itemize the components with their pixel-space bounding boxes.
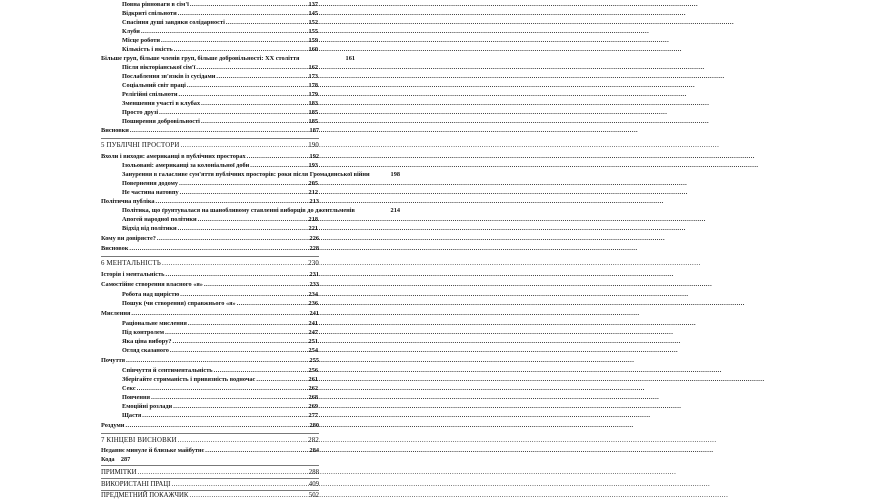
toc-entry (122, 393, 318, 402)
toc-entry-title: Соціальний світ праці (122, 82, 186, 89)
toc-entry-title: Місце роботи (122, 37, 160, 44)
backmatter-title: ВИКОРИСТАНІ ПРАЦІ (101, 481, 171, 488)
toc-entry-page: 221 (308, 225, 318, 232)
toc-entry (122, 108, 318, 117)
toc-entry-title: Висновок (101, 245, 129, 252)
chapter-title: 7 КІНЦЕВІ ВИСНОВКИ (101, 437, 177, 444)
leader-dots (126, 356, 308, 365)
leader-dots (198, 215, 308, 224)
toc-entry (101, 54, 355, 63)
toc-entry-page: 254 (308, 347, 318, 354)
backmatter-entry (101, 480, 319, 489)
toc-entry-title: Під контролем (122, 329, 165, 336)
toc-entry-title: Після вікторіанської сім'ї (122, 64, 196, 71)
toc-entry (122, 290, 318, 299)
leader-dots (178, 90, 307, 99)
toc-entry (101, 234, 319, 243)
chapter-page: 282 (308, 437, 319, 444)
divider (101, 465, 319, 466)
toc-entry-title: Не частина натовпу (122, 189, 179, 196)
toc-entry (101, 152, 319, 161)
leader-dots (178, 9, 308, 18)
toc-entry (122, 224, 318, 233)
leader-dots (131, 309, 308, 318)
toc-entry (122, 117, 318, 126)
toc-entry-title: Роздуми (101, 422, 125, 429)
leader-dots (142, 411, 307, 420)
toc-entry-page: 179 (308, 91, 318, 98)
toc-entry-page: 228 (309, 245, 319, 252)
chapter-heading (101, 141, 319, 150)
toc-entry (101, 244, 319, 253)
toc-entry-page: 198 (390, 171, 400, 178)
toc-entry-title: Апогей народної політики (122, 216, 197, 223)
toc-entry-page: 233 (309, 281, 319, 288)
toc-entry (122, 63, 318, 72)
toc-entry-title: Недавнє минуле й близьке майбутнє (101, 447, 205, 454)
backmatter-page: 409 (308, 481, 319, 488)
toc-entry-page: 212 (308, 189, 318, 196)
backmatter-entry (101, 491, 319, 500)
toc-entry-title: Повна рівноваги в сім'ї (122, 1, 189, 8)
divider (101, 256, 319, 257)
toc-entry-title: Ізольовані: американці за колоніальної доби (122, 162, 250, 169)
toc-entry-page: 262 (308, 385, 318, 392)
leader-dots (170, 346, 308, 355)
toc-entry-title: Емоційні розлади (122, 403, 173, 410)
leader-dots (190, 0, 308, 9)
toc-entry (122, 170, 400, 179)
toc-entry-page: 185 (308, 118, 318, 125)
leader-dots (180, 141, 307, 150)
toc-entry-page: 187 (309, 127, 319, 134)
divider (101, 433, 319, 434)
leader-dots (188, 319, 308, 328)
toc-entry (101, 197, 319, 206)
toc-entry-page: 155 (308, 28, 318, 35)
toc-entry-title: Раціональне мислення (122, 320, 187, 327)
leader-dots (189, 491, 307, 500)
backmatter-title: ПРЕДМЕТНИЙ ПОКАЖЧИК (101, 492, 189, 499)
backmatter-page: 502 (308, 492, 319, 499)
toc-entry-title: Кода 287 (101, 456, 131, 463)
toc-entry (101, 309, 319, 318)
toc-entry-title: Повчення (122, 394, 151, 401)
toc-entry (122, 27, 318, 36)
toc-entry (122, 81, 318, 90)
toc-entry (122, 179, 318, 188)
toc-entry (101, 356, 319, 365)
leader-dots (256, 375, 307, 384)
toc-entry-page: 251 (308, 338, 318, 345)
toc-entry-page: 145 (308, 10, 318, 17)
leader-dots (226, 18, 308, 27)
toc-entry (101, 446, 319, 455)
toc-entry (122, 319, 318, 328)
toc-entry-title: Більше груп, більше членів груп, більше добровільності: XX століття (101, 55, 300, 62)
leader-dots (129, 244, 308, 253)
leader-dots (173, 402, 307, 411)
toc-entry-title: Відкриті спільноти (122, 10, 177, 17)
chapter-page: 190 (308, 142, 319, 149)
leader-dots (178, 436, 307, 445)
toc-entry (101, 421, 319, 430)
leader-dots (201, 99, 307, 108)
toc-entry-title: Поширення добровільності (122, 118, 200, 125)
leader-dots (171, 480, 307, 489)
leader-dots (156, 197, 309, 206)
leader-dots (205, 446, 308, 455)
leader-dots (178, 224, 308, 233)
leader-dots (216, 72, 307, 81)
toc-entry-page: 241 (308, 320, 318, 327)
leader-dots (137, 384, 308, 393)
toc-entry-page: 173 (308, 73, 318, 80)
toc-entry (122, 188, 318, 197)
toc-entry-title: Клуби (122, 28, 140, 35)
leader-dots (173, 337, 308, 346)
toc-entry-page: 162 (308, 64, 318, 71)
leader-dots (138, 468, 308, 477)
toc-entry-title: Секс (122, 385, 136, 392)
toc-entry-page: 214 (390, 207, 400, 214)
toc-entry-title: Політика, що ґрунтувалася на шанобливому ставленні виборців до джентльменів (122, 207, 355, 214)
leader-dots (237, 299, 308, 308)
leader-dots (130, 126, 309, 135)
toc-entry (122, 328, 318, 337)
toc-entry-title: Співчуття й сентиментальність (122, 367, 213, 374)
toc-entry (122, 36, 318, 45)
chapter-page: 230 (308, 260, 319, 267)
toc-entry-title: Релігійні спільноти (122, 91, 178, 98)
toc-entry-title: Просто друзі (122, 109, 159, 116)
toc-entry-page: 160 (308, 46, 318, 53)
toc-entry-title: Висновки (101, 127, 129, 134)
toc-entry-page: 161 (345, 55, 355, 62)
toc-entry-page: 213 (309, 198, 319, 205)
toc-entry (122, 337, 318, 346)
toc-entry-title: Самостійне створення власного «я» (101, 281, 203, 288)
backmatter-entry (101, 468, 319, 477)
toc-entry-title: Політична публіка (101, 198, 155, 205)
leader-dots (162, 259, 307, 268)
toc-entry-page: 280 (309, 422, 319, 429)
toc-entry-page: 277 (308, 412, 318, 419)
leader-dots (187, 81, 308, 90)
toc-entry (122, 366, 318, 375)
chapter-title: 5 ПУБЛІЧНІ ПРОСТОРИ (101, 142, 180, 149)
toc-entry-title: Повернення додому (122, 180, 179, 187)
toc-entry-title: Зменшення участі в клубах (122, 100, 201, 107)
toc-entry-page: 152 (308, 19, 318, 26)
toc-entry (122, 0, 318, 9)
toc-entry (122, 9, 318, 18)
toc-entry-page: 284 (309, 447, 319, 454)
toc-entry-title: Послаблення зв'язків із сусідами (122, 73, 216, 80)
toc-entry (101, 126, 319, 135)
toc-entry-title: Занурення в галасливе сум'яття публічних просторів: роки після Громадянської війни (122, 171, 370, 178)
leader-dots (174, 45, 308, 54)
toc-entry-title: Історія і ментальність (101, 271, 165, 278)
leader-dots (159, 108, 307, 117)
toc-entry (122, 299, 318, 308)
backmatter-title: ПРИМІТКИ (101, 469, 137, 476)
toc-entry-title: Зберігайте стриманість і привязність водночас (122, 376, 256, 383)
toc-entry-title: Пошук (чи створення) справжнього «я» (122, 300, 236, 307)
backmatter-page: 288 (308, 469, 319, 476)
leader-dots (157, 234, 309, 243)
toc-entry-page: 268 (308, 394, 318, 401)
leader-dots (151, 393, 307, 402)
toc-entry-page: 178 (308, 82, 318, 89)
toc-entry (122, 375, 318, 384)
chapter-heading (101, 436, 319, 445)
leader-dots (204, 280, 309, 289)
toc-entry-page: 247 (308, 329, 318, 336)
leader-dots (179, 179, 307, 188)
toc-entry (122, 206, 400, 215)
toc-entry-title: Кількість і якість (122, 46, 173, 53)
leader-dots (166, 270, 309, 279)
leader-dots (214, 366, 308, 375)
toc-entry (122, 99, 318, 108)
toc-entry (122, 18, 318, 27)
leader-dots (180, 188, 308, 197)
toc-entry-title: Огляд сказаного (122, 347, 169, 354)
toc-entry-page: 226 (309, 235, 319, 242)
toc-entry-page: 218 (308, 216, 318, 223)
toc-entry-title: Щастя (122, 412, 142, 419)
toc-entry-page: 236 (308, 300, 318, 307)
leader-dots (125, 421, 308, 430)
toc-entry-title: Мислення (101, 310, 131, 317)
toc-entry (122, 161, 318, 170)
leader-dots (250, 161, 307, 170)
toc-entry (122, 45, 318, 54)
leader-dots (165, 328, 307, 337)
leader-dots (180, 290, 307, 299)
toc-entry (122, 346, 318, 355)
toc-entry (122, 215, 318, 224)
toc-entry-page: 241 (309, 310, 319, 317)
toc-entry-page: 234 (308, 291, 318, 298)
leader-dots (201, 117, 308, 126)
toc-entry-title: Почуття (101, 357, 126, 364)
toc-entry-page: 231 (309, 271, 319, 278)
toc-entry (122, 411, 318, 420)
toc-entry (122, 90, 318, 99)
toc-entry-page: 183 (308, 100, 318, 107)
leader-dots (196, 63, 307, 72)
toc-entry-page: 269 (308, 403, 318, 410)
toc-entry-page: 192 (309, 153, 319, 160)
toc-entry-title: Спасіння душі завдяки солідарності (122, 19, 225, 26)
leader-dots (141, 27, 308, 36)
toc-entry-page: 256 (308, 367, 318, 374)
toc-entry-page: 137 (308, 1, 318, 8)
toc-entry-page: 255 (309, 357, 319, 364)
toc-entry-page: 185 (308, 109, 318, 116)
toc-entry (122, 402, 318, 411)
toc-entry-title: Вхоли і виходи: американці в публічних просторах (101, 153, 246, 160)
toc-entry-title: Кому ви довіряєте? (101, 235, 156, 242)
chapter-heading (101, 259, 319, 268)
toc-entry-title: Відхід від політики (122, 225, 177, 232)
toc-entry (122, 72, 318, 81)
toc-entry (101, 280, 319, 289)
toc-entry-coda (101, 455, 181, 464)
toc-entry-page: 261 (308, 376, 318, 383)
chapter-title: 6 МЕНТАЛЬНІСТЬ (101, 260, 161, 267)
toc-entry (101, 270, 319, 279)
leader-dots (247, 152, 309, 161)
toc-entry-page: 205 (308, 180, 318, 187)
divider (101, 138, 319, 139)
toc-entry-title: Яка ціна вибору? (122, 338, 172, 345)
toc-entry-title: Робота над щирістю (122, 291, 180, 298)
toc-entry-page: 193 (308, 162, 318, 169)
divider (101, 478, 319, 479)
toc-entry-page: 159 (308, 37, 318, 44)
leader-dots (161, 36, 308, 45)
toc-entry (122, 384, 318, 393)
